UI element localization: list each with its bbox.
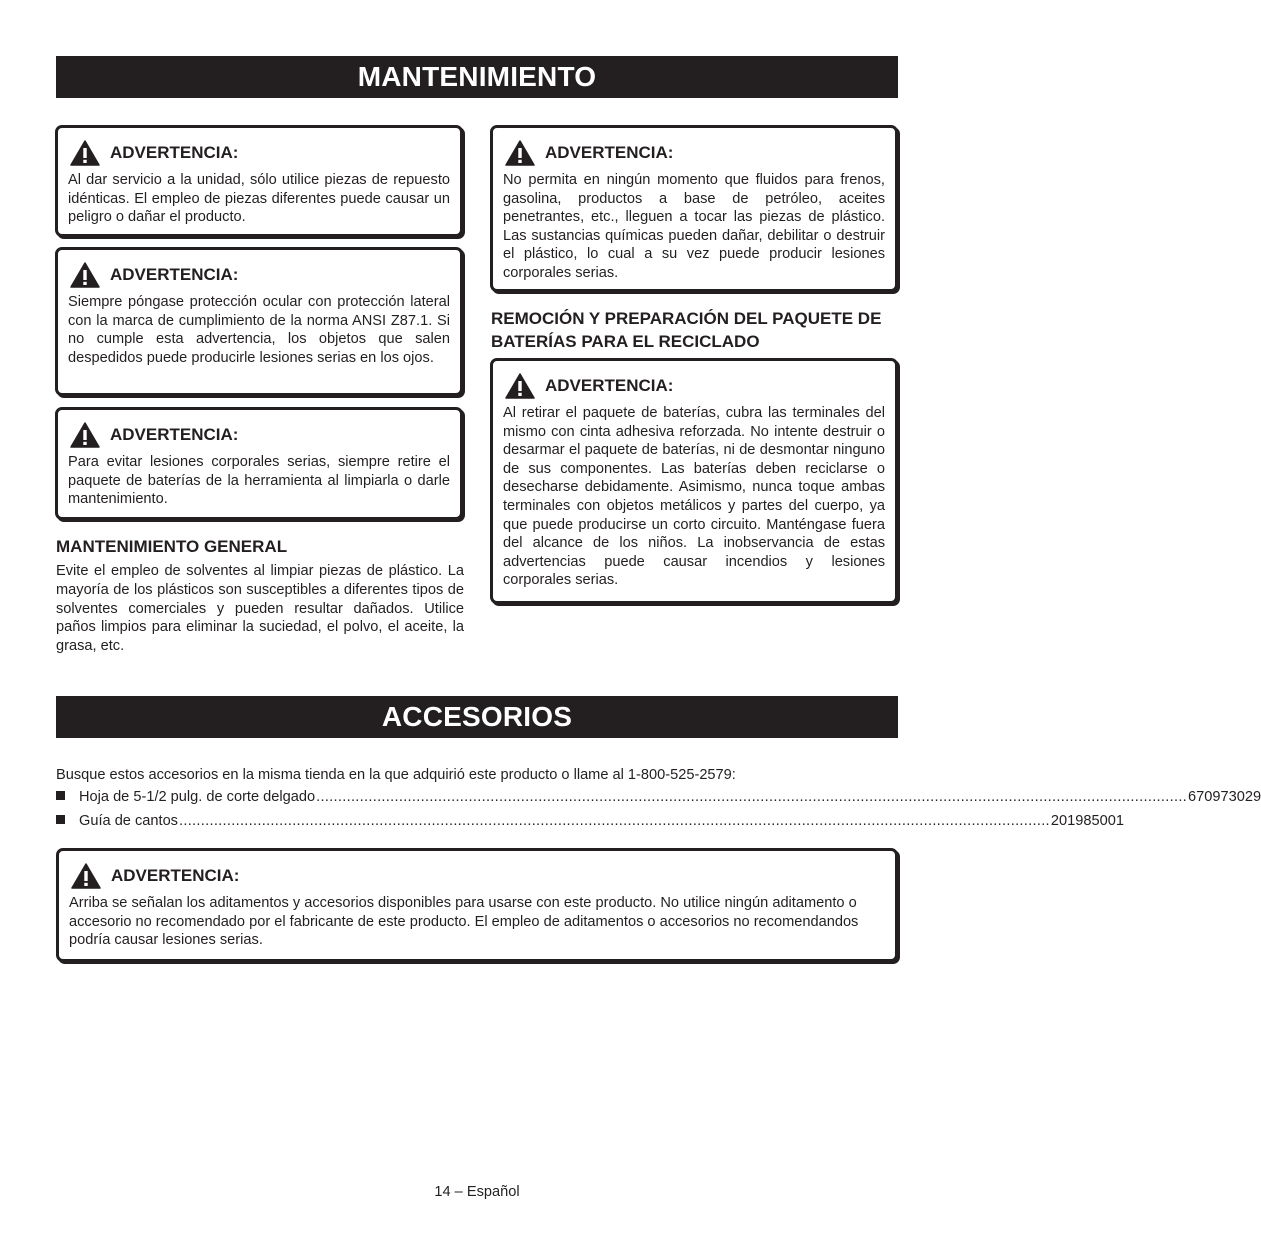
warning-text: Al dar servicio a la unidad, sólo utilice piezas de repuesto idénticas. El empleo de piezas diferentes puede causar un peligro o dañar el producto. [68,172,450,226]
warning-label: ADVERTENCIA: [545,143,674,162]
warning-label: ADVERTENCIA: [110,265,239,284]
warning-box-fluids [490,125,898,292]
accessory-name: Hoja de 5-1/2 pulg. de corte delgado [79,789,316,805]
warning-box-battery-recycling [490,358,898,604]
maintenance-section-title: MANTENIMIENTO [56,56,898,98]
warning-box-remove-battery [55,407,463,520]
accessory-part-number: 670973029 [1188,789,1261,805]
warning-box-replacement-parts [55,125,463,237]
warning-text: Siempre póngase protección ocular con protección lateral con la marca de cumplimiento de la norma ANSI Z87.1. Si no cumple esta advertencia, los objetos que salen despedidos puede producirle lesiones serias en los ojos. [68,294,450,366]
warning-text: Al retirar el paquete de baterías, cubra las terminales del mismo con cinta adhesiva reforzada. No intente destruir o desarmar el paquete de baterías, ni de desmontar ninguno de sus componentes. Las baterías deben reciclarse o desecharse debidamente. Asimismo, nunca toque ambas terminales con objetos metálicos y partes del cuerpo, ya que puede producirse un corto circuito. Manténgase fuera del alcance de los niños. La inobservancia de estas advertencias puede causar incendios y lesiones corporales serias. [503,405,885,589]
list-item [56,813,1124,837]
warning-text: Para evitar lesiones corporales serias, siempre retire el paquete de baterías de la herramienta al limpiarla o darle mantenimiento. [68,454,450,508]
accessory-name: Guía de cantos [79,813,178,829]
warning-label: ADVERTENCIA: [110,425,239,444]
warning-text: Arriba se señalan los aditamentos y accesorios disponibles para usarse con este producto. No utilice ningún aditamento o accesorio no recomendado por el fabricante de este producto. El empleo de aditamentos o accesorios no recomendandos podría causar lesiones serias. [69,895,859,949]
warning-triangle-icon [505,140,535,166]
warning-triangle-icon [70,140,100,166]
warning-box-eye-protection [55,247,463,396]
list-item [56,789,1261,813]
accessories-list [56,789,1261,837]
general-maintenance-heading: MANTENIMIENTO GENERAL [56,537,288,556]
warning-label: ADVERTENCIA: [111,866,240,885]
warning-label: ADVERTENCIA: [545,376,674,395]
warning-triangle-icon [70,422,100,448]
warning-triangle-icon [70,262,100,288]
page-number: 14 – Español [434,1184,520,1200]
bullet-square-icon [56,815,65,824]
general-maintenance-text: Evite el empleo de solventes al limpiar piezas de plástico. La mayoría de los plásticos son susceptibles a diferentes tipos de solventes comerciales y pueden resultar dañados. Utilice paños limpios para eliminar la suciedad, el polvo, el aceite, la grasa, etc. [56,563,464,655]
accessories-section-title: ACCESORIOS [56,696,898,738]
accessories-intro: Busque estos accesorios en la misma tienda en la que adquirió este producto o llame al 1-800-525-2579: [56,767,736,783]
battery-recycling-heading: REMOCIÓN Y PREPARACIÓN DEL PAQUETE DE BATERÍAS PARA EL RECICLADO [491,309,882,351]
warning-box-accessories [56,848,898,962]
bullet-square-icon [56,791,65,800]
dot-leader: ........................................................................................................................................................................................................ [178,813,1050,829]
accessory-part-number: 201985001 [1050,813,1124,829]
warning-label: ADVERTENCIA: [110,143,239,162]
warning-triangle-icon [505,373,535,399]
warning-text: No permita en ningún momento que fluidos para frenos, gasolina, productos a base de petróleo, aceites penetrantes, etc., lleguen a tocar las piezas de plástico. Las sustancias químicas pueden dañar, debilitar o destruir el plástico, lo cual a su vez puede producir lesiones corporales serias. [503,172,885,281]
warning-triangle-icon [71,863,101,889]
dot-leader: ........................................................................................................................................................................................................ [316,789,1188,805]
